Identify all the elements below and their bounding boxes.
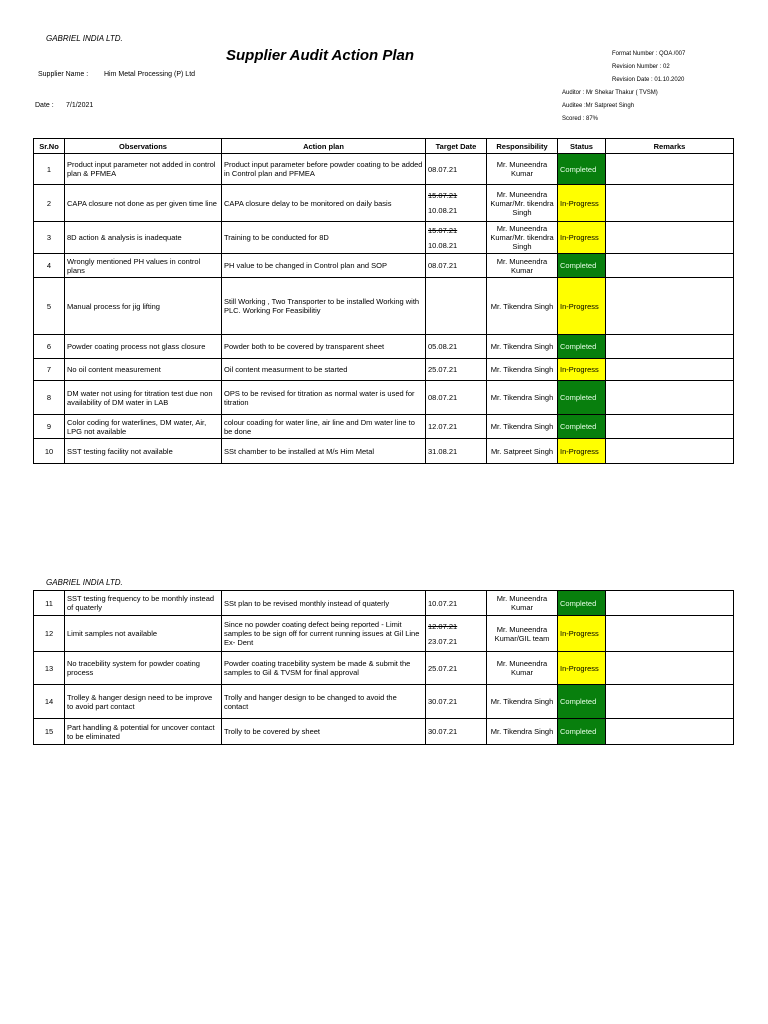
row-status-badge: Completed: [558, 254, 606, 278]
row-srno: 11: [34, 591, 65, 616]
row-status-badge: In-Progress: [558, 616, 606, 652]
row-target-date: 08.07.21: [426, 254, 487, 278]
date-value: 7/1/2021: [66, 102, 94, 109]
row-remarks: [606, 616, 734, 652]
row-observation: SST testing facility not available: [65, 439, 222, 464]
row-remarks: [606, 335, 734, 359]
row-remarks: [606, 439, 734, 464]
table-row: [34, 278, 734, 335]
row-action-plan: SSt chamber to be installed at M/s Him Metal: [222, 439, 426, 464]
row-srno: 14: [34, 685, 65, 719]
table-row: [34, 591, 734, 616]
table-row: [34, 415, 734, 439]
row-action-plan: Trolly and hanger design to be changed to avoid the contact: [222, 685, 426, 719]
row-remarks: [606, 415, 734, 439]
row-remarks: [606, 652, 734, 685]
auditee: Auditee :Mr Satpreet Singh: [562, 103, 635, 109]
row-remarks: [606, 254, 734, 278]
row-remarks: [606, 278, 734, 335]
row-responsibility: Mr. Muneendra Kumar/Mr. tikendra Singh: [487, 222, 558, 254]
row-status-badge: In-Progress: [558, 185, 606, 222]
row-observation: Manual process for jig lifting: [65, 278, 222, 335]
row-target-date: 31.08.21: [426, 439, 487, 464]
row-target-date-old: 12.07.21: [428, 621, 458, 631]
row-action-plan: Powder both to be covered by transparent sheet: [222, 335, 426, 359]
action-plan-table: [33, 138, 734, 464]
row-responsibility: Mr. Muneendra Kumar: [487, 652, 558, 685]
row-target-date: 25.07.21: [426, 359, 487, 381]
row-responsibility: Mr. Muneendra Kumar/Mr. tikendra Singh: [487, 185, 558, 222]
row-target-date: 30.07.21: [426, 685, 487, 719]
header-srno: Sr.No: [34, 139, 65, 154]
row-target-date-old: 15.07.21: [428, 225, 458, 235]
row-target-date: 10.07.21: [426, 591, 487, 616]
row-observation: SST testing frequency to be monthly instead of quaterly: [65, 591, 222, 616]
revision-number: Revision Number : 02: [612, 64, 670, 70]
row-target-date: [426, 185, 487, 222]
table-row: [34, 185, 734, 222]
row-responsibility: Mr. Satpreet Singh: [487, 439, 558, 464]
row-action-plan: Still Working , Two Transporter to be installed Working with PLC. Working For Feasibilitiy: [222, 278, 426, 335]
table-row: [34, 222, 734, 254]
row-srno: 6: [34, 335, 65, 359]
row-action-plan: PH value to be changed in Control plan and SOP: [222, 254, 426, 278]
row-action-plan: Powder coating tracebility system be made & submit the samples to Gil & TVSM for final approval: [222, 652, 426, 685]
row-target-date: 25.07.21: [426, 652, 487, 685]
row-status-badge: Completed: [558, 335, 606, 359]
row-responsibility: Mr. Muneendra Kumar/GIL team: [487, 616, 558, 652]
company-name-2: GABRIEL INDIA LTD.: [46, 578, 123, 587]
row-status-badge: Completed: [558, 415, 606, 439]
table-row: [34, 359, 734, 381]
table-row: [34, 439, 734, 464]
row-responsibility: Mr. Tikendra Singh: [487, 381, 558, 415]
row-remarks: [606, 154, 734, 185]
row-action-plan: Product input parameter before powder coating to be added in Control plan and PFMEA: [222, 154, 426, 185]
format-number: Format Number : QOA /007: [612, 51, 686, 57]
revision-date: Revision Date : 01.10.2020: [612, 77, 685, 83]
row-srno: 2: [34, 185, 65, 222]
row-responsibility: Mr. Tikendra Singh: [487, 685, 558, 719]
row-target-date: 05.08.21: [426, 335, 487, 359]
row-remarks: [606, 185, 734, 222]
row-observation: Limit samples not available: [65, 616, 222, 652]
row-observation: Part handling & potential for uncover contact to be eliminated: [65, 719, 222, 745]
row-remarks: [606, 222, 734, 254]
header-action-plan: Action plan: [222, 139, 426, 154]
row-target-date: 12.07.21: [426, 415, 487, 439]
page-title: Supplier Audit Action Plan: [226, 47, 415, 64]
table-row: [34, 652, 734, 685]
row-status-badge: Completed: [558, 719, 606, 745]
row-action-plan: Training to be conducted for 8D: [222, 222, 426, 254]
row-responsibility: Mr. Tikendra Singh: [487, 335, 558, 359]
row-remarks: [606, 359, 734, 381]
row-action-plan: Since no powder coating defect being reported - Limit samples to be sign off for current running issues at Gil Line Ex- Dent: [222, 616, 426, 652]
table-row: [34, 616, 734, 652]
row-responsibility: Mr. Tikendra Singh: [487, 415, 558, 439]
row-responsibility: Mr. Tikendra Singh: [487, 278, 558, 335]
row-action-plan: CAPA closure delay to be monitored on daily basis: [222, 185, 426, 222]
row-action-plan: SSt plan to be revised monthly instead of quaterly: [222, 591, 426, 616]
scored: Scored : 87%: [562, 116, 599, 122]
row-remarks: [606, 685, 734, 719]
row-observation: No tracebility system for powder coating process: [65, 652, 222, 685]
row-target-date: 08.07.21: [426, 154, 487, 185]
row-srno: 5: [34, 278, 65, 335]
row-target-date-new: 10.08.21: [428, 206, 458, 215]
row-target-date-new: 23.07.21: [428, 636, 458, 646]
row-remarks: [606, 381, 734, 415]
row-action-plan: OPS to be revised for titration as normal water is used for titration: [222, 381, 426, 415]
table-row: [34, 335, 734, 359]
row-observation: DM water not using for titration test due non availability of DM water in LAB: [65, 381, 222, 415]
row-observation: Product input parameter not added in control plan & PFMEA: [65, 154, 222, 185]
row-observation: Color coding for waterlines, DM water, Air, LPG not available: [65, 415, 222, 439]
row-target-date: [426, 222, 487, 254]
row-observation: No oil content measurement: [65, 359, 222, 381]
row-action-plan: Oil content measurment to be started: [222, 359, 426, 381]
row-observation: 8D action & analysis is inadequate: [65, 222, 222, 254]
header-remarks: Remarks: [606, 139, 734, 154]
row-target-date: [426, 278, 487, 335]
table-row: [34, 685, 734, 719]
supplier-label: Supplier Name :: [38, 71, 89, 78]
row-status-badge: In-Progress: [558, 222, 606, 254]
row-responsibility: Mr. Tikendra Singh: [487, 719, 558, 745]
row-srno: 8: [34, 381, 65, 415]
row-status-badge: In-Progress: [558, 278, 606, 335]
row-status-badge: In-Progress: [558, 439, 606, 464]
row-observation: Wrongly mentioned PH values in control plans: [65, 254, 222, 278]
row-responsibility: Mr. Tikendra Singh: [487, 359, 558, 381]
row-observation: Trolley & hanger design need to be improve to avoid part contact: [65, 685, 222, 719]
row-srno: 10: [34, 439, 65, 464]
row-status-badge: Completed: [558, 381, 606, 415]
row-target-date: 30.07.21: [426, 719, 487, 745]
header-target-date: Target Date: [426, 139, 487, 154]
row-remarks: [606, 591, 734, 616]
table-row: [34, 381, 734, 415]
row-responsibility: Mr. Muneendra Kumar: [487, 254, 558, 278]
row-srno: 9: [34, 415, 65, 439]
row-responsibility: Mr. Muneendra Kumar: [487, 154, 558, 185]
header-status: Status: [558, 139, 606, 154]
row-target-date-old: 15.07.21: [428, 191, 458, 200]
date-label: Date :: [35, 102, 54, 109]
table-header-row: [34, 139, 734, 154]
company-name: GABRIEL INDIA LTD.: [46, 34, 123, 43]
row-srno: 15: [34, 719, 65, 745]
row-srno: 12: [34, 616, 65, 652]
table-row: [34, 154, 734, 185]
row-srno: 13: [34, 652, 65, 685]
row-status-badge: In-Progress: [558, 652, 606, 685]
row-srno: 1: [34, 154, 65, 185]
row-remarks: [606, 719, 734, 745]
row-target-date: 08.07.21: [426, 381, 487, 415]
table-row: [34, 719, 734, 745]
row-srno: 3: [34, 222, 65, 254]
row-action-plan: colour coading for water line, air line and Dm water line to be done: [222, 415, 426, 439]
auditor: Auditor : Mr Shekar Thakur ( TVSM): [562, 90, 658, 96]
row-target-date-new: 10.08.21: [428, 240, 458, 250]
row-status-badge: Completed: [558, 154, 606, 185]
row-action-plan: Trolly to be covered by sheet: [222, 719, 426, 745]
action-plan-table-2: [33, 590, 734, 745]
supplier-name: Him Metal Processing (P) Ltd: [104, 71, 196, 78]
row-status-badge: Completed: [558, 591, 606, 616]
row-observation: CAPA closure not done as per given time line: [65, 185, 222, 222]
table-row: [34, 254, 734, 278]
row-status-badge: Completed: [558, 685, 606, 719]
row-responsibility: Mr. Muneendra Kumar: [487, 591, 558, 616]
row-target-date: [426, 616, 487, 652]
row-status-badge: In-Progress: [558, 359, 606, 381]
header-observations: Observations: [65, 139, 222, 154]
header-responsibility: Responsibility: [487, 139, 558, 154]
row-srno: 4: [34, 254, 65, 278]
row-srno: 7: [34, 359, 65, 381]
row-observation: Powder coating process not glass closure: [65, 335, 222, 359]
